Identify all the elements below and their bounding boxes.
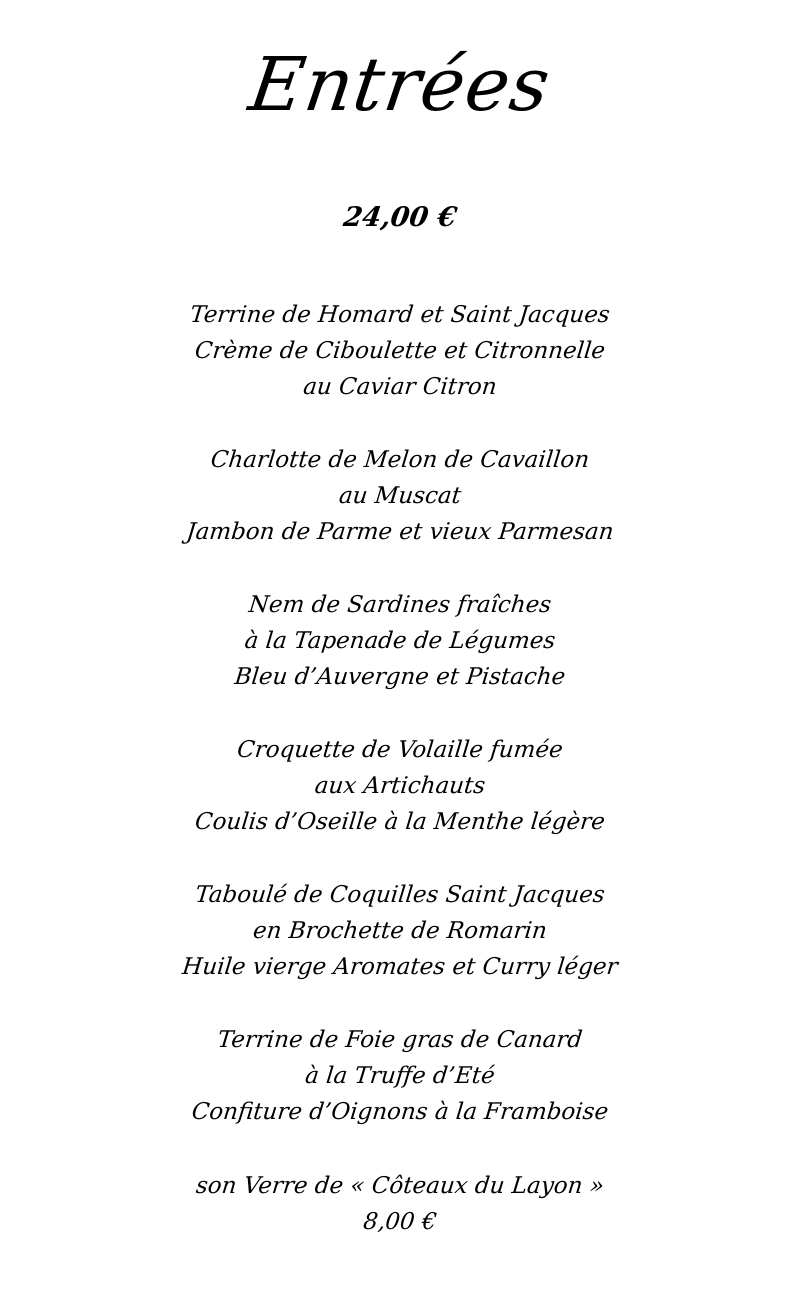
dish-item — [0, 1022, 800, 1130]
dish-line: au Caviar Citron — [301, 374, 499, 400]
dish-line: Nem de Sardines fraîches — [247, 592, 553, 618]
dish-line: Terrine de Homard et Saint Jacques — [188, 302, 612, 328]
wine-pairing — [0, 1168, 800, 1240]
dish-line: au Muscat — [337, 483, 463, 509]
menu-title: Entrées — [244, 42, 556, 128]
dish-item — [0, 442, 800, 550]
dish-line: Confiture d’Oignons à la Framboise — [190, 1099, 610, 1125]
dish-line: à la Truffe d’Eté — [303, 1063, 497, 1089]
dish-item — [0, 877, 800, 985]
dish-line: Jambon de Parme et vieux Parmesan — [185, 519, 615, 545]
dish-line: Croquette de Volaille fumée — [235, 737, 565, 763]
dish-item — [0, 297, 800, 405]
dish-line: Bleu d’Auvergne et Pistache — [233, 664, 567, 690]
dish-line: Coulis d’Oseille à la Menthe légère — [193, 809, 607, 835]
dish-line: Huile vierge Aromates et Curry léger — [181, 954, 619, 980]
menu-price: 24,00 € — [341, 202, 459, 233]
dish-item — [0, 732, 800, 840]
wine-price: 8,00 € — [362, 1209, 438, 1235]
dish-line: Terrine de Foie gras de Canard — [216, 1027, 584, 1053]
dish-line: à la Tapenade de Légumes — [243, 628, 557, 654]
dish-line: en Brochette de Romarin — [251, 918, 549, 944]
dish-line: Taboulé de Coquilles Saint Jacques — [193, 882, 607, 908]
dish-item — [0, 587, 800, 695]
dish-line: aux Artichauts — [313, 773, 487, 799]
dish-line: Crème de Ciboulette et Citronnelle — [193, 338, 607, 364]
dish-line: Charlotte de Melon de Cavaillon — [209, 447, 591, 473]
wine-label: son Verre de « Côteaux du Layon » — [194, 1173, 606, 1199]
